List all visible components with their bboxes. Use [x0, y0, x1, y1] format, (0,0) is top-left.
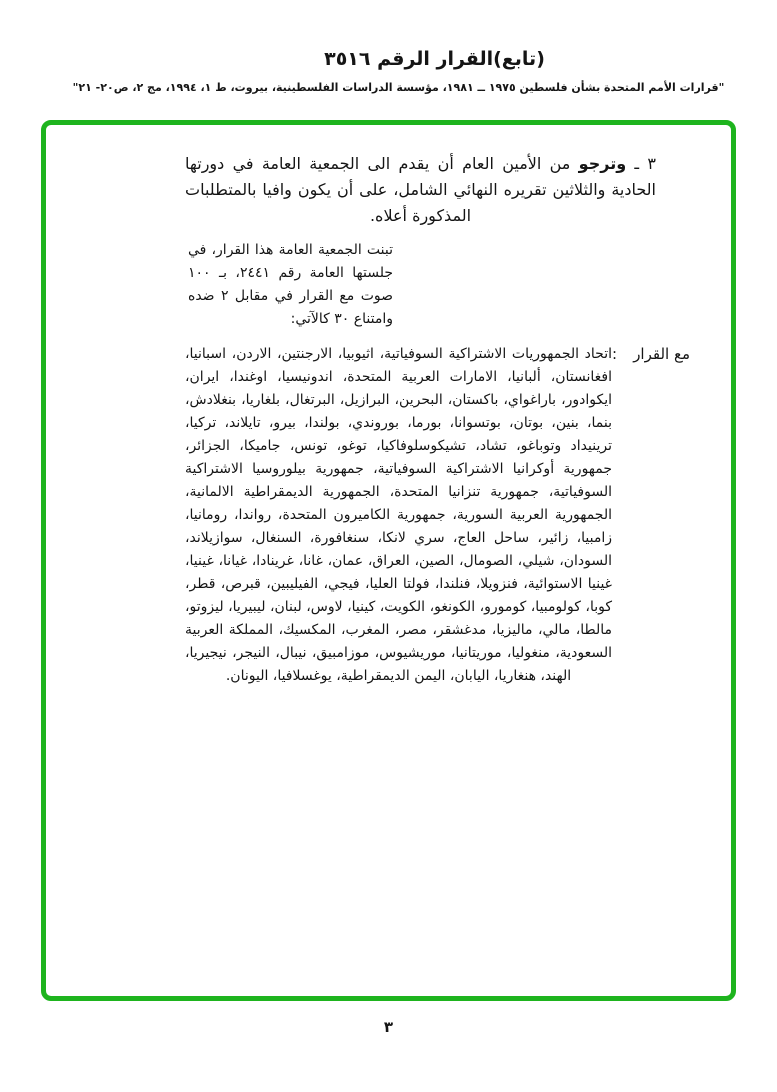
vote-label: مع القرار [633, 345, 690, 363]
resolution-title: (تابع)القرار الرقم ٣٥١٦ [324, 48, 545, 70]
vote-label-box [612, 343, 690, 688]
adoption-note: تبنت الجمعية العامة هذا القرار، في جلستها العامة رقم ٢٤٤١، بـ ١٠٠ صوت مع القرار في مقابل ٢ ضده وامتناع ٣٠ كالآتي: [188, 242, 393, 327]
page-number: ٣ [383, 1018, 394, 1036]
vote-label-colon: : [612, 345, 618, 363]
paragraph-number: ٣ ـ [626, 154, 656, 173]
source-citation: "قرارات الأمم المتحدة بشأن فلسطين ١٩٧٥ ــ ١٩٨١، مؤسسة الدراسات الفلسطينية، بيروت، ط ١، ١٩٩٤، مج ٢، ص٢٠- ٢١" [72, 81, 725, 94]
operative-paragraph-3 [185, 151, 656, 229]
resolution-border-box [41, 120, 736, 1001]
paragraph-text: من الأمين العام أن يقدم الى الجمعية العامة في دورتها الحادية والثلاثين تقريره النهائي الشامل، على أن يكون وافيا بالمتطلبات المذكورة أعلاه. [185, 154, 656, 225]
paragraph-bold-word: وترجو [578, 154, 627, 173]
document-header [0, 48, 777, 94]
in-favour-country-list: اتحاد الجمهوريات الاشتراكية السوفياتية، اثيوبيا، الارجنتين، الاردن، اسبانيا، افغانستان، ألبانيا، الامارات العربية المتحدة، اندونيسيا، اوغندا، ايران، ايكوادور، باراغواي، باكستان، البحرين، البرازيل، البرتغال، بلغاريا، بنغلادش، بنما، بنين، بوتان، بوتسوانا، بورما، بوروندي، بولندا، بيرو، تايلاند، تركيا، ترينيداد وتوباغو، تشاد، تشيكوسلوفاكيا، توغو، تونس، جاميكا، الجزائر، جمهورية أوكرانيا الاشتراكية السوفياتية، جمهورية بيلوروسيا الاشتراكية السوفياتية، جمهورية تنزانيا المتحدة، الجمهورية الديمقراطية الالمانية، الجمهورية العربية السورية، جمهورية الكاميرون المتحدة، رواندا، رومانيا، زامبيا، زائير، ساحل العاج، سري لانكا، سنغافورة، السنغال، سوازيلاند، السودان، شيلي، الصومال، الصين، العراق، عمان، غانا، غرينادا، غيانا، غينيا، غينيا الاستوائية، فنزويلا، فنلندا، فولتا العليا، فيجي، الفيليبين، قبرص، قطر، كوبا، كولومبيا، كومورو، الكونغو، الكويت، كينيا، لاوس، لبنان، ليبيريا، ليزوتو، مالطا، مالي، ماليزيا، مدغشقر، مصر، المغرب، المكسيك، المملكة العربية السعودية، منغوليا، موريتانيا، موريشيوس، موزامبيق، نيبال، النيجر، نيجيريا، الهند، هنغاريا، اليابان، اليمن الديمقراطية، يوغسلافيا، اليونان. [185, 346, 612, 684]
resolution-content [46, 125, 731, 688]
vote-record-row [185, 343, 690, 688]
